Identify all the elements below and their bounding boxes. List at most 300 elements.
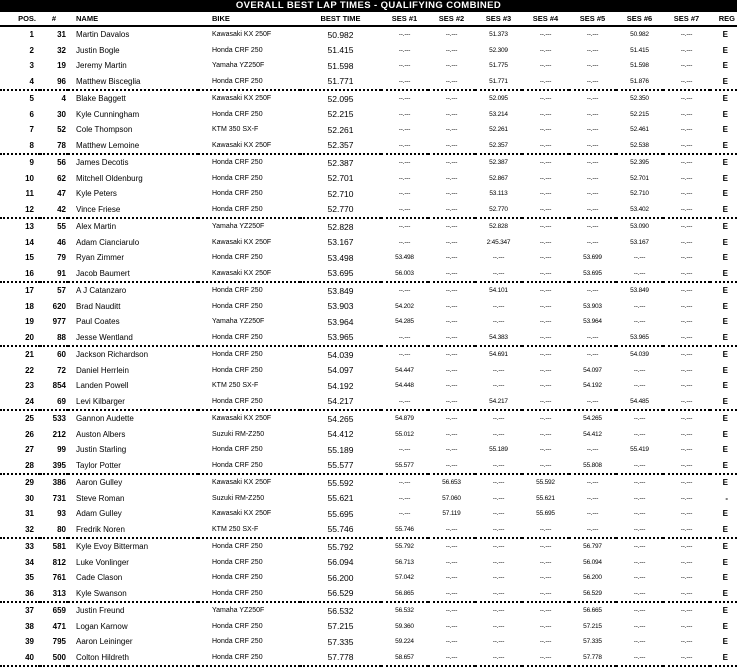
results-body <box>0 26 737 666</box>
cell-ses-1: --.--- <box>381 74 428 91</box>
cell-ses-2: --.--- <box>445 159 458 167</box>
cell-best: 52.357 <box>300 138 381 155</box>
cell-ses-7: --.--- <box>680 351 693 359</box>
cell-ses-7: --.--- <box>663 522 710 539</box>
cell-bike: Kawasaki KX 250F <box>198 138 300 155</box>
cell-ses-4: 55.592 <box>536 479 555 487</box>
cell-num: 56 <box>57 158 66 168</box>
cell-ses-2: --.--- <box>445 430 458 438</box>
cell-bike: Honda CRF 250 <box>212 366 263 374</box>
cell-bike: Kawasaki KX 250F <box>198 266 300 283</box>
cell-best: 56.094 <box>327 557 354 568</box>
cell-name: Ryan Zimmer <box>76 253 125 263</box>
cell-reg: E <box>710 458 737 475</box>
table-row <box>0 330 737 347</box>
cell-ses-7: --.--- <box>680 318 693 326</box>
cell-ses-4: --.--- <box>522 650 569 667</box>
cell-ses-2: --.--- <box>445 574 458 582</box>
col-header-best: BEST TIME <box>300 12 381 26</box>
cell-ses-2: --.--- <box>445 415 458 423</box>
cell-bike: Honda CRF 250 <box>198 330 300 347</box>
table-row <box>0 26 737 43</box>
cell-ses-1: 56.713 <box>395 558 414 566</box>
cell-pos: 31 <box>25 509 34 519</box>
table-row <box>0 522 737 539</box>
cell-best: 54.097 <box>327 365 354 376</box>
cell-bike: Yamaha YZ250F <box>212 607 265 615</box>
cell-reg: E <box>722 637 728 647</box>
cell-ses-3: 54.101 <box>489 287 508 295</box>
cell-ses-3: --.--- <box>492 510 505 518</box>
cell-bike: Honda CRF 250 <box>212 558 263 566</box>
cell-name: Cole Thompson <box>76 125 133 135</box>
cell-ses-7: --.--- <box>680 159 693 167</box>
cell-ses-3: 52.770 <box>475 202 522 219</box>
cell-num: 69 <box>40 394 68 411</box>
cell-ses-4: --.--- <box>539 415 552 423</box>
cell-bike: Honda CRF 250 <box>198 586 300 603</box>
col-header-pos: POS. <box>0 12 40 26</box>
table-row <box>0 74 737 91</box>
cell-name: Jesse Wentland <box>68 330 198 347</box>
cell-num: 386 <box>52 478 66 488</box>
cell-ses-2: --.--- <box>428 394 475 411</box>
table-row <box>0 378 737 394</box>
cell-name: Jackson Richardson <box>76 350 149 360</box>
cell-name: Justin Bogle <box>76 45 120 55</box>
cell-name: Adam Gulley <box>76 509 122 519</box>
cell-ses-7: --.--- <box>680 607 693 615</box>
cell-ses-7: --.--- <box>680 543 693 551</box>
cell-num: 30 <box>57 109 66 119</box>
cell-ses-4: --.--- <box>522 266 569 283</box>
cell-pos: 15 <box>25 253 34 263</box>
cell-ses-4: --.--- <box>539 318 552 326</box>
table-row <box>0 266 737 283</box>
cell-reg: E <box>722 317 728 327</box>
cell-pos: 8 <box>0 138 40 155</box>
cell-bike: Suzuki RM-Z250 <box>212 494 265 502</box>
cell-pos: 28 <box>0 458 40 475</box>
cell-ses-5: --.--- <box>586 31 599 39</box>
cell-reg: E <box>722 61 728 71</box>
col-header-reg: REG <box>710 12 737 26</box>
cell-ses-6: 55.419 <box>630 446 649 454</box>
cell-num: 79 <box>57 253 66 263</box>
cell-best: 54.192 <box>327 380 354 391</box>
cell-ses-3: --.--- <box>475 586 522 603</box>
cell-ses-5: --.--- <box>569 138 616 155</box>
cell-ses-6: --.--- <box>633 430 646 438</box>
cell-ses-1: --.--- <box>398 159 411 167</box>
cell-num: 78 <box>40 138 68 155</box>
table-row <box>0 650 737 667</box>
cell-ses-3: --.--- <box>492 574 505 582</box>
cell-best: 55.592 <box>327 477 354 488</box>
cell-best: 57.335 <box>327 636 354 647</box>
cell-ses-2: --.--- <box>445 126 458 134</box>
cell-ses-6: --.--- <box>616 522 663 539</box>
cell-ses-5: --.--- <box>569 394 616 411</box>
table-row <box>0 427 737 443</box>
cell-ses-1: 54.285 <box>395 318 414 326</box>
cell-ses-3: 51.771 <box>475 74 522 91</box>
cell-name: Cade Clason <box>76 573 123 583</box>
cell-ses-4: --.--- <box>539 302 552 310</box>
table-row <box>0 314 737 330</box>
cell-ses-4: --.--- <box>539 366 552 374</box>
cell-reg: E <box>722 125 728 135</box>
cell-ses-3: --.--- <box>492 622 505 630</box>
table-row <box>0 171 737 187</box>
cell-ses-5: 53.964 <box>583 318 602 326</box>
cell-ses-2: --.--- <box>445 351 458 359</box>
cell-ses-3: --.--- <box>492 382 505 390</box>
cell-ses-2: --.--- <box>445 238 458 246</box>
cell-ses-3: 55.189 <box>489 446 508 454</box>
cell-ses-1: --.--- <box>398 126 411 134</box>
cell-ses-7: --.--- <box>663 458 710 475</box>
cell-ses-2: --.--- <box>445 302 458 310</box>
cell-ses-5: --.--- <box>586 174 599 182</box>
cell-name: Jacob Baumert <box>68 266 198 283</box>
cell-num: 62 <box>57 173 66 183</box>
cell-ses-4: --.--- <box>522 458 569 475</box>
cell-bike: KTM 350 SX-F <box>212 126 259 134</box>
cell-ses-2: --.--- <box>428 330 475 347</box>
cell-reg: E <box>710 650 737 667</box>
cell-ses-4: --.--- <box>539 254 552 262</box>
cell-best: 53.167 <box>327 237 354 248</box>
cell-name: Blake Baggett <box>76 94 126 104</box>
cell-ses-4: --.--- <box>539 351 552 359</box>
cell-ses-6: 52.395 <box>630 159 649 167</box>
table-row <box>0 235 737 251</box>
cell-num: 854 <box>52 381 66 391</box>
cell-reg: E <box>722 606 728 616</box>
cell-bike: Kawasaki KX 250F <box>212 238 272 246</box>
cell-ses-1: 55.746 <box>381 522 428 539</box>
cell-ses-2: --.--- <box>428 650 475 667</box>
cell-ses-4: --.--- <box>539 46 552 54</box>
cell-ses-7: --.--- <box>680 638 693 646</box>
cell-ses-4: --.--- <box>522 138 569 155</box>
cell-reg: E <box>722 189 728 199</box>
cell-reg: E <box>722 573 728 583</box>
cell-pos: 4 <box>0 74 40 91</box>
cell-best: 56.532 <box>327 605 354 616</box>
cell-ses-1: 55.577 <box>381 458 428 475</box>
cell-ses-7: --.--- <box>680 95 693 103</box>
cell-ses-6: 52.710 <box>630 190 649 198</box>
cell-ses-5: 56.529 <box>569 586 616 603</box>
cell-best: 50.982 <box>327 29 354 40</box>
cell-ses-2: --.--- <box>428 522 475 539</box>
cell-ses-1: --.--- <box>398 174 411 182</box>
cell-ses-7: --.--- <box>663 74 710 91</box>
cell-num: 795 <box>52 637 66 647</box>
cell-ses-4: --.--- <box>539 558 552 566</box>
cell-ses-2: --.--- <box>445 607 458 615</box>
cell-bike: Kawasaki KX 250F <box>212 479 272 487</box>
cell-ses-7: --.--- <box>680 479 693 487</box>
cell-num: 88 <box>40 330 68 347</box>
cell-ses-7: --.--- <box>680 126 693 134</box>
cell-best: 55.189 <box>327 444 354 455</box>
cell-ses-3: 52.095 <box>489 95 508 103</box>
cell-name: Jeremy Martin <box>76 61 127 71</box>
cell-best: 52.770 <box>300 202 381 219</box>
cell-name: Levi Kilbarger <box>68 394 198 411</box>
cell-ses-4: --.--- <box>539 430 552 438</box>
cell-ses-7: --.--- <box>680 238 693 246</box>
cell-ses-7: --.--- <box>680 302 693 310</box>
cell-name: James Decotis <box>76 158 129 168</box>
cell-ses-7: --.--- <box>663 266 710 283</box>
cell-pos: 36 <box>0 586 40 603</box>
cell-ses-3: --.--- <box>492 254 505 262</box>
cell-ses-3: 54.217 <box>475 394 522 411</box>
cell-ses-6: 53.402 <box>616 202 663 219</box>
cell-reg: E <box>710 138 737 155</box>
cell-best: 52.387 <box>327 157 354 168</box>
cell-num: 91 <box>40 266 68 283</box>
table-row <box>0 570 737 586</box>
cell-best: 55.621 <box>327 493 354 504</box>
cell-ses-1: 56.532 <box>395 607 414 615</box>
cell-ses-5: 55.808 <box>569 458 616 475</box>
cell-reg: E <box>722 45 728 55</box>
cell-reg: - <box>725 493 728 503</box>
col-header-bike: BIKE <box>198 12 300 26</box>
cell-ses-1: --.--- <box>398 287 411 295</box>
cell-ses-2: --.--- <box>428 74 475 91</box>
cell-ses-1: 54.202 <box>395 302 414 310</box>
cell-name: Justin Starling <box>76 445 127 455</box>
cell-ses-7: --.--- <box>663 586 710 603</box>
cell-pos: 39 <box>25 637 34 647</box>
cell-ses-7: --.--- <box>663 330 710 347</box>
cell-ses-3: --.--- <box>492 302 505 310</box>
cell-ses-1: 56.003 <box>381 266 428 283</box>
cell-name: Auston Albers <box>76 429 126 439</box>
cell-pos: 5 <box>29 94 34 104</box>
cell-ses-7: --.--- <box>663 650 710 667</box>
cell-ses-4: 55.695 <box>536 510 555 518</box>
cell-ses-1: 55.792 <box>395 543 414 551</box>
cell-ses-4: --.--- <box>522 522 569 539</box>
cell-ses-2: --.--- <box>445 31 458 39</box>
cell-pos: 40 <box>0 650 40 667</box>
table-row <box>0 90 737 107</box>
cell-name: Matthew Lemoine <box>68 138 198 155</box>
cell-best: 52.710 <box>327 188 354 199</box>
table-row <box>0 619 737 635</box>
cell-name: Mitchell Oldenburg <box>76 173 143 183</box>
cell-ses-1: --.--- <box>398 510 411 518</box>
cell-ses-4: --.--- <box>522 330 569 347</box>
cell-ses-1: --.--- <box>398 446 411 454</box>
cell-pos: 2 <box>29 45 34 55</box>
col-header-ses-3: SES #3 <box>475 12 522 26</box>
cell-ses-6: --.--- <box>633 622 646 630</box>
cell-name: Kyle Swanson <box>68 586 198 603</box>
cell-ses-7: --.--- <box>680 223 693 231</box>
cell-ses-1: 54.448 <box>395 382 414 390</box>
cell-ses-7: --.--- <box>663 138 710 155</box>
table-row <box>0 299 737 315</box>
cell-ses-6: --.--- <box>633 302 646 310</box>
cell-reg: E <box>710 586 737 603</box>
cell-ses-1: 59.224 <box>395 638 414 646</box>
cell-ses-3: 53.113 <box>489 190 508 198</box>
cell-reg: E <box>722 542 728 552</box>
table-row <box>0 282 737 299</box>
cell-ses-2: --.--- <box>445 95 458 103</box>
cell-ses-2: 57.119 <box>442 510 461 518</box>
cell-name: Paul Coates <box>76 317 120 327</box>
cell-best: 56.200 <box>327 572 354 583</box>
cell-bike: Honda CRF 250 <box>212 302 263 310</box>
cell-ses-5: 54.192 <box>583 382 602 390</box>
cell-pos: 18 <box>25 301 34 311</box>
cell-pos: 35 <box>25 573 34 583</box>
col-header-num: # <box>40 12 68 26</box>
cell-ses-4: --.--- <box>539 126 552 134</box>
cell-name: Gannon Audette <box>76 414 134 424</box>
cell-name: Colton Hildreth <box>68 650 198 667</box>
cell-name: Logan Karnow <box>76 621 128 631</box>
col-header-ses-2: SES #2 <box>428 12 475 26</box>
cell-bike: Honda CRF 250 <box>212 287 263 295</box>
cell-ses-3: 54.383 <box>475 330 522 347</box>
cell-pos: 14 <box>25 237 34 247</box>
cell-name: A J Catanzaro <box>76 286 127 296</box>
cell-ses-2: --.--- <box>445 190 458 198</box>
cell-best: 52.261 <box>327 124 354 135</box>
cell-ses-3: --.--- <box>492 494 505 502</box>
cell-ses-6: --.--- <box>633 543 646 551</box>
cell-reg: E <box>722 222 728 232</box>
cell-name: Luke Vonlinger <box>76 557 129 567</box>
cell-bike: Honda CRF 250 <box>212 622 263 630</box>
cell-ses-7: --.--- <box>680 46 693 54</box>
cell-name: Justin Freund <box>76 606 125 616</box>
table-row <box>0 154 737 171</box>
cell-best: 57.215 <box>327 621 354 632</box>
cell-ses-2: --.--- <box>445 223 458 231</box>
cell-num: 19 <box>57 61 66 71</box>
cell-ses-4: --.--- <box>539 174 552 182</box>
col-header-ses-1: SES #1 <box>381 12 428 26</box>
table-row <box>0 506 737 522</box>
cell-ses-1: 54.447 <box>395 366 414 374</box>
cell-num: 32 <box>57 45 66 55</box>
cell-ses-2: --.--- <box>445 110 458 118</box>
cell-name: Steve Roman <box>76 493 125 503</box>
cell-name: Taylor Potter <box>68 458 198 475</box>
cell-ses-6: 51.598 <box>630 62 649 70</box>
cell-best: 51.415 <box>327 45 354 56</box>
table-row <box>0 218 737 235</box>
cell-name: Fredrik Noren <box>68 522 198 539</box>
cell-reg: E <box>710 394 737 411</box>
cell-ses-7: --.--- <box>680 574 693 582</box>
cell-name: Kyle Evoy Bitterman <box>76 542 149 552</box>
cell-bike: Honda CRF 250 <box>198 650 300 667</box>
cell-pos: 33 <box>25 542 34 552</box>
cell-pos: 11 <box>25 189 34 199</box>
table-row <box>0 634 737 650</box>
cell-ses-6: --.--- <box>633 479 646 487</box>
cell-ses-1: --.--- <box>398 223 411 231</box>
cell-ses-5: --.--- <box>569 330 616 347</box>
cell-ses-2: --.--- <box>445 318 458 326</box>
cell-reg: E <box>722 237 728 247</box>
cell-num: 93 <box>57 509 66 519</box>
cell-name: Landen Powell <box>76 381 129 391</box>
cell-best: 53.964 <box>327 316 354 327</box>
cell-pos: 9 <box>29 158 34 168</box>
cell-ses-6: --.--- <box>633 494 646 502</box>
cell-reg: E <box>710 74 737 91</box>
cell-num: 57 <box>57 286 66 296</box>
cell-ses-4: --.--- <box>539 95 552 103</box>
cell-bike: Kawasaki KX 250F <box>212 95 272 103</box>
cell-pos: 30 <box>25 493 34 503</box>
cell-ses-2: --.--- <box>445 382 458 390</box>
cell-ses-6: 52.350 <box>630 95 649 103</box>
cell-ses-4: --.--- <box>539 622 552 630</box>
col-header-name: NAME <box>68 12 198 26</box>
col-header-ses-5: SES #5 <box>569 12 616 26</box>
cell-ses-1: 59.360 <box>395 622 414 630</box>
cell-reg: E <box>722 445 728 455</box>
cell-ses-5: --.--- <box>586 351 599 359</box>
cell-ses-4: --.--- <box>539 223 552 231</box>
cell-ses-4: --.--- <box>539 238 552 246</box>
cell-ses-7: --.--- <box>680 190 693 198</box>
cell-ses-2: --.--- <box>428 266 475 283</box>
cell-name: Aaron Leininger <box>76 637 133 647</box>
cell-ses-5: 57.215 <box>583 622 602 630</box>
cell-reg: E <box>722 429 728 439</box>
cell-bike: Honda CRF 250 <box>212 190 263 198</box>
cell-ses-1: 57.042 <box>395 574 414 582</box>
cell-ses-5: --.--- <box>586 46 599 54</box>
cell-num: 47 <box>57 189 66 199</box>
cell-ses-1: --.--- <box>398 46 411 54</box>
cell-ses-5: --.--- <box>586 446 599 454</box>
cell-ses-5: 57.335 <box>583 638 602 646</box>
cell-ses-3: 52.828 <box>489 223 508 231</box>
cell-ses-3: --.--- <box>492 366 505 374</box>
cell-ses-1: 53.498 <box>395 254 414 262</box>
cell-ses-3: 51.373 <box>489 31 508 39</box>
cell-name: Kyle Peters <box>76 189 117 199</box>
cell-ses-6: 51.876 <box>616 74 663 91</box>
cell-bike: Kawasaki KX 250F <box>212 510 272 518</box>
cell-num: 55 <box>57 222 66 232</box>
cell-num: 212 <box>52 429 66 439</box>
cell-ses-5: 56.200 <box>583 574 602 582</box>
cell-pos: 6 <box>29 109 34 119</box>
table-row <box>0 410 737 427</box>
cell-reg: E <box>722 30 728 40</box>
cell-ses-6: 53.965 <box>616 330 663 347</box>
cell-ses-1: 56.865 <box>381 586 428 603</box>
cell-ses-2: 56.653 <box>442 479 461 487</box>
